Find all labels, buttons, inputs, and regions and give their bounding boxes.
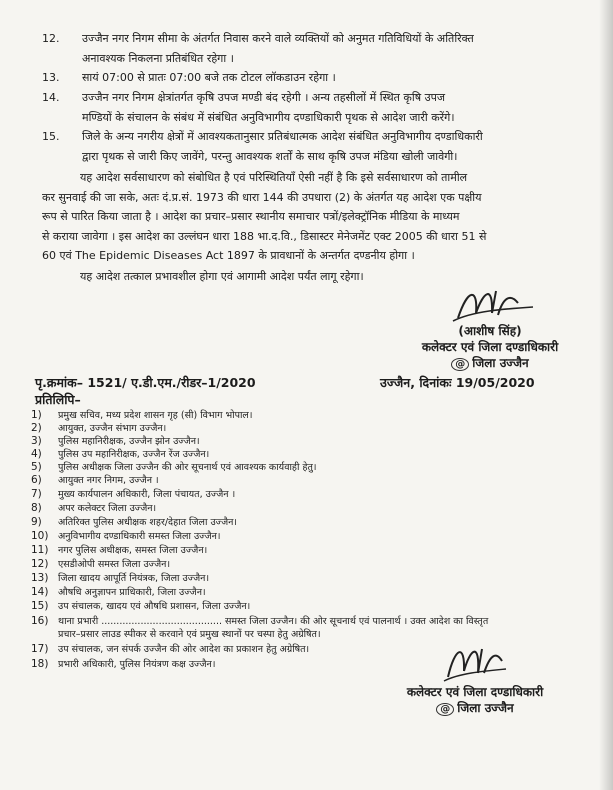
list-item <box>31 435 200 448</box>
officer-place <box>375 700 575 718</box>
point-line: जिले के अन्य नगरीय क्षेत्रों में आवश्यकतानुसार प्रतिबंधात्मक आदेश संबंधित अनुविभागीय दण्डाधिकारी <box>82 130 483 143</box>
paragraph-line: 60 एवं The Epidemic Diseases Act 1897 के प्रावधानों के अन्तर्गत दण्डनीय होगा । <box>42 249 415 262</box>
officer-place-text: जिला उज्जैन <box>457 701 514 715</box>
list-item-text: अतिरिक्त पुलिस अधीक्षक शहर/देहात जिला उज्जैन। <box>58 517 238 528</box>
list-item <box>31 586 206 599</box>
officer-place <box>395 355 585 373</box>
list-item <box>31 628 321 641</box>
list-item <box>31 488 235 501</box>
list-item <box>31 461 317 474</box>
point-text <box>82 29 582 68</box>
officer-title: कलेक्टर एवं जिला दण्डाधिकारी <box>406 685 544 699</box>
point-line: अनावश्यक निकलना प्रतिबंधित रहेगा । <box>82 51 234 65</box>
list-item-text: पुलिस महानिरीक्षक, उज्जैन झोन उज्जैन। <box>58 436 200 447</box>
reference-date: उज्जैन, दिनांकः 19/05/2020 <box>380 375 535 390</box>
list-item-text: प्रमुख सचिव, मध्य प्रदेश शासन गृह (सी) विभाग भोपाल। <box>58 410 253 421</box>
list-item-text: थाना प्रभारी ........................................ समस्त जिला उज्जैन। की ओर सूचनार्थ एवं पालनार्थ । उक्त आदेश का विस्तृत <box>58 616 489 627</box>
point-text <box>82 88 582 127</box>
list-item-number: 13) <box>31 572 49 584</box>
officer-place-text: जिला उज्जैन <box>472 356 529 370</box>
point-text <box>82 127 582 166</box>
list-item-number: 5) <box>31 461 42 473</box>
list-item <box>31 600 250 613</box>
list-item <box>31 658 215 671</box>
list-item-number: 11) <box>31 544 49 556</box>
list-item-text: पुलिस अधीक्षक जिला उज्जैन की ओर सूचनार्थ एवं आवश्यक कार्यवाही हेतु। <box>58 462 317 473</box>
list-item-number: 15) <box>31 600 49 612</box>
list-item-text: अनुविभागीय दण्डाधिकारी समस्त जिला उज्जैन। <box>58 531 221 542</box>
list-item-number: 6) <box>31 474 42 486</box>
effective-paragraph: यह आदेश तत्काल प्रभावशील होगा एवं आगामी आदेश पर्यंत लागू रहेगा। <box>80 270 364 283</box>
point-line: सायं 07:00 से प्रातः 07:00 बजे तक टोटल लॉकडाउन रहेगा । <box>82 71 336 84</box>
list-item-text: आयुक्त नगर निगम, उज्जैन । <box>58 475 159 486</box>
point-number: 13. <box>42 71 60 84</box>
point-line: मण्डियों के संचालन के संबंध में संबंधित अनुविभागीय दण्डाधिकारी पृथक से आदेश जारी करेंगे। <box>82 110 455 124</box>
list-item <box>31 530 221 543</box>
list-item-text: प्रभारी अधिकारी, पुलिस नियंत्रण कक्ष उज्जैन। <box>58 659 216 670</box>
signature-image <box>448 283 538 328</box>
stamp-icon: @ <box>436 703 454 716</box>
list-item <box>31 409 252 422</box>
list-item <box>31 422 166 435</box>
signature-block-2 <box>375 684 575 718</box>
list-item-number: 8) <box>31 502 42 514</box>
list-item-number: 17) <box>31 643 49 655</box>
list-item-text: आयुक्त, उज्जैन संभाग उज्जैन। <box>58 423 167 434</box>
officer-name: (आशीष सिंह) <box>458 324 522 338</box>
point-number: 12. <box>42 32 60 45</box>
list-item-number: 14) <box>31 586 49 598</box>
list-item-text: औषधि अनुज्ञापन प्राधिकारी, जिला उज्जैन। <box>58 587 206 598</box>
paragraph-line: से कराया जावेगा । इस आदेश का उल्लंघन धारा 188 भा.द.वि., डिसास्टर मेनेजमेंट एक्ट 2005 की धारा 51 से <box>42 229 487 243</box>
list-item-text: एसडीओपी समस्त जिला उज्जैन। <box>58 559 171 570</box>
list-item-number: 3) <box>31 435 42 447</box>
point-line: उज्जैन नगर निगम सीमा के अंतर्गत निवास करने वाले व्यक्तियों को अनुमत गतिविधियों के अतिरिक्त <box>82 32 474 45</box>
page-edge-shadow <box>599 0 613 790</box>
paragraph-line: यह आदेश सर्वसाधारण को संबोधित है एवं परिस्थितियॉं ऐसी नहीं है कि इसे सर्वसाधारण को तामील <box>80 171 468 184</box>
list-item-number: 4) <box>31 448 42 460</box>
point-line: द्वारा पृथक से जारी किए जावेंगे, परन्तु आवश्यक शर्तों के साथ कृषि उपज मंडिया खोली जावेगी। <box>82 149 458 163</box>
order-paragraph <box>42 168 587 266</box>
list-item-number: 9) <box>31 516 42 528</box>
paragraph-line: कर सुनवाई की जा सके, अतः दं.प्र.सं. 1973 की धारा 144 की उपधारा (2) के अंतर्गत यह आदेश एक पक्षीय <box>42 190 482 204</box>
list-item-text: पुलिस उप महानिरीक्षक, उज्जैन रेंज उज्जैन। <box>58 449 210 460</box>
stamp-icon: @ <box>451 358 469 371</box>
list-item-number: 2) <box>31 422 42 434</box>
point-number: 15. <box>42 130 60 143</box>
list-item <box>31 572 209 585</box>
list-item <box>31 558 170 571</box>
list-item-number: 1) <box>31 409 42 421</box>
list-item-number: 12) <box>31 558 49 570</box>
list-item-text: प्रचार–प्रसार लाउड स्पीकर से करवाने एवं प्रमुख स्थानों पर चस्पा हेतु अग्रेषित। <box>58 629 321 640</box>
list-item <box>31 516 237 529</box>
list-item <box>31 448 209 461</box>
list-item-text: अपर कलेक्टर जिला उज्जैन। <box>58 503 157 514</box>
list-item-text: नगर पुलिस अधीक्षक, समस्त जिला उज्जैन। <box>58 545 208 556</box>
list-item-number: 10) <box>31 530 49 542</box>
list-item-text: उप संचालक, खादय एवं औषधि प्रशासन, जिला उज्जैन। <box>58 601 251 612</box>
list-item-number: 18) <box>31 658 49 670</box>
list-item <box>31 502 156 515</box>
signature-block-1 <box>395 323 585 373</box>
copy-to-label: प्रतिलिपि– <box>35 392 81 407</box>
point-text <box>82 68 582 88</box>
list-item-number: 16) <box>31 615 49 627</box>
paragraph-line: रूप से पारित किया जाता है । आदेश का प्रचार–प्रसार स्थानीय समाचार पत्रों/इलेक्ट्रॉनिक मीडिया के माध्यम <box>42 210 460 223</box>
reference-number: पृ.क्रमांक– 1521/ ए.डी.एम./रीडर–1/2020 <box>35 375 256 390</box>
list-item <box>31 615 488 628</box>
officer-title: कलेक्टर एवं जिला दण्डाधिकारी <box>421 340 559 354</box>
list-item <box>31 474 159 487</box>
list-item <box>31 643 309 656</box>
list-item-text: मुख्य कार्यपालन अधिकारी, जिला पंचायत, उज्जैन । <box>58 489 236 500</box>
point-line: उज्जैन नगर निगम क्षेत्रांतर्गत कृषि उपज मण्डी बंद रहेगी । अन्य तहसीलों में स्थित कृषि उपज <box>82 91 446 104</box>
list-item-number: 7) <box>31 488 42 500</box>
list-item-text: उप संचालक, जन संपर्क उज्जैन की ओर आदेश का प्रकाशन हेतु अग्रेषित। <box>58 644 310 655</box>
point-number: 14. <box>42 91 60 104</box>
signature-image <box>440 637 510 685</box>
list-item-text: जिला खादय आपूर्ति नियंत्रक, जिला उज्जैन। <box>58 573 210 584</box>
list-item <box>31 544 207 557</box>
